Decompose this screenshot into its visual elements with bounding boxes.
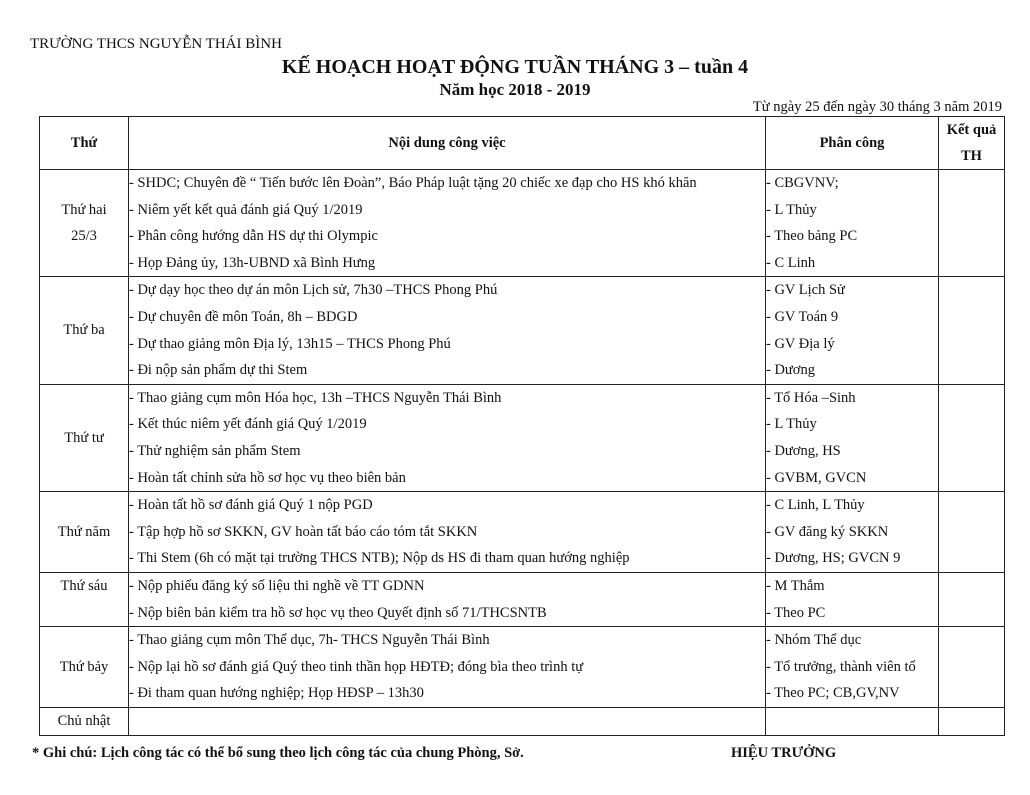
table-row bbox=[40, 277, 1005, 384]
date-range: Từ ngày 25 đến ngày 30 tháng 3 năm 2019 bbox=[752, 99, 1002, 115]
assignee: - M Thắm bbox=[766, 577, 825, 594]
result-cell bbox=[939, 492, 1005, 573]
document-title: KẾ HOẠCH HOẠT ĐỘNG TUẦN THÁNG 3 – tuần 4 bbox=[281, 56, 749, 78]
result-cell bbox=[939, 170, 1005, 277]
day-label: Thứ hai bbox=[61, 201, 107, 218]
result-cell bbox=[939, 384, 1005, 491]
assignee: - Tổ trưởng, thành viên tổ bbox=[766, 658, 916, 675]
assignee: - GV Lịch Sử bbox=[766, 282, 845, 299]
day-cell bbox=[40, 277, 129, 384]
result-cell bbox=[939, 627, 1005, 708]
assign-cell bbox=[766, 572, 939, 626]
result-cell bbox=[939, 277, 1005, 384]
assignee: - Tổ Hóa –Sinh bbox=[766, 389, 856, 406]
weekly-plan-table bbox=[39, 116, 1005, 736]
task-item: - Dự dạy học theo dự án môn Lịch sử, 7h30 –THCS Phong Phú bbox=[129, 282, 498, 299]
school-name: TRƯỜNG THCS NGUYỄN THÁI BÌNH bbox=[30, 36, 282, 52]
task-item: - Nộp biên bản kiểm tra hồ sơ học vụ theo Quyết định số 71/THCSNTB bbox=[129, 604, 547, 621]
day-label: Thứ ba bbox=[63, 322, 105, 339]
task-item: - Niêm yết kết quả đánh giá Quý 1/2019 bbox=[129, 201, 363, 218]
task-item: - Tập hợp hồ sơ SKKN, GV hoàn tất báo cáo tóm tắt SKKN bbox=[129, 523, 478, 540]
task-item: - Thi Stem (6h có mặt tại trường THCS NTB); Nộp ds HS đi tham quan hướng nghiệp bbox=[129, 550, 630, 567]
day-date: 25/3 bbox=[71, 228, 97, 245]
task-item: - Dự thao giảng môn Địa lý, 13h15 – THCS Phong Phú bbox=[129, 335, 451, 352]
day-cell bbox=[40, 384, 129, 491]
day-cell bbox=[40, 492, 129, 573]
signer-title: HIỆU TRƯỞNG bbox=[731, 745, 837, 761]
day-cell bbox=[40, 707, 129, 735]
assignee: - CBGVNV; bbox=[766, 175, 839, 191]
assign-cell bbox=[766, 277, 939, 384]
school-year: Năm học 2018 - 2019 bbox=[439, 80, 591, 99]
result-cell bbox=[939, 707, 1005, 735]
content-cell bbox=[129, 707, 766, 735]
assignee: - C Linh bbox=[766, 254, 816, 271]
task-item: - Họp Đảng ủy, 13h-UBND xã Bình Hưng bbox=[129, 254, 376, 271]
assign-cell bbox=[766, 170, 939, 277]
table-row bbox=[40, 572, 1005, 626]
header-result-line2: TH bbox=[961, 148, 982, 164]
assign-cell bbox=[766, 707, 939, 735]
header-assign: Phân công bbox=[766, 117, 939, 170]
task-item: - Đi tham quan hướng nghiệp; Họp HĐSP – 13h30 bbox=[129, 685, 424, 702]
footer-note: * Ghi chú: Lịch công tác có thể bổ sung theo lịch công tác của chung Phòng, Sở. bbox=[32, 745, 524, 761]
table-header-row bbox=[40, 117, 1005, 170]
day-label: Thứ năm bbox=[57, 523, 111, 540]
task-item: - Nộp phiếu đăng ký số liệu thi nghề về TT GDNN bbox=[129, 577, 425, 594]
table-row bbox=[40, 384, 1005, 491]
task-item: - Đi nộp sản phẩm dự thi Stem bbox=[129, 362, 308, 379]
content-cell bbox=[129, 492, 766, 573]
table-row bbox=[40, 707, 1005, 735]
assignee: - Theo bảng PC bbox=[766, 228, 858, 245]
header-result-line1: Kết quả bbox=[946, 122, 997, 138]
content-cell bbox=[129, 384, 766, 491]
content-cell bbox=[129, 277, 766, 384]
assignee: - Nhóm Thể dục bbox=[766, 632, 862, 649]
task-item: - Thao giảng cụm môn Hóa học, 13h –THCS Nguyễn Thái Bình bbox=[129, 389, 502, 406]
day-cell bbox=[40, 627, 129, 708]
header-day: Thứ bbox=[40, 117, 129, 170]
assignee: - Dương, HS; GVCN 9 bbox=[766, 550, 901, 567]
task-item: - Phân công hướng dẫn HS dự thi Olympic bbox=[129, 228, 378, 245]
assign-cell bbox=[766, 384, 939, 491]
assignee: - L Thủy bbox=[766, 416, 817, 433]
header-result bbox=[939, 117, 1005, 170]
table-row bbox=[40, 170, 1005, 277]
content-cell bbox=[129, 170, 766, 277]
assignee: - Dương bbox=[766, 362, 815, 379]
task-item: - Kết thúc niêm yết đánh giá Quý 1/2019 bbox=[129, 416, 367, 433]
content-cell bbox=[129, 572, 766, 626]
assignee: - Theo PC; CB,GV,NV bbox=[766, 685, 900, 702]
assign-cell bbox=[766, 627, 939, 708]
assignee: - GVBM, GVCN bbox=[766, 469, 867, 486]
task-item: - Thử nghiệm sản phẩm Stem bbox=[129, 442, 301, 459]
result-cell bbox=[939, 572, 1005, 626]
content-cell bbox=[129, 627, 766, 708]
assignee: - GV Địa lý bbox=[766, 335, 835, 352]
table-row bbox=[40, 492, 1005, 573]
assignee: - Dương, HS bbox=[766, 442, 841, 459]
assignee: - GV Toán 9 bbox=[766, 308, 839, 325]
task-item: - SHDC; Chuyên đề “ Tiến bước lên Đoàn”, Báo Pháp luật tặng 20 chiếc xe đạp cho HS khó khăn bbox=[129, 175, 697, 191]
task-item: - Hoàn tất chỉnh sửa hồ sơ học vụ theo biên bản bbox=[129, 469, 406, 486]
task-item: - Thao giảng cụm môn Thể dục, 7h- THCS Nguyễn Thái Bình bbox=[129, 632, 490, 649]
day-label: Thứ bảy bbox=[59, 658, 109, 675]
task-item: - Dự chuyên đề môn Toán, 8h – BDGD bbox=[129, 308, 358, 325]
assign-cell bbox=[766, 492, 939, 573]
header-content: Nội dung công việc bbox=[129, 117, 766, 170]
day-label: Chủ nhật bbox=[57, 713, 111, 730]
day-label: Thứ tư bbox=[64, 429, 104, 446]
task-item: - Nộp lại hồ sơ đánh giá Quý theo tinh thần họp HĐTĐ; đóng bìa theo trình tự bbox=[129, 658, 584, 675]
task-item: - Hoàn tất hồ sơ đánh giá Quý 1 nộp PGD bbox=[129, 497, 373, 514]
assignee: - C Linh, L Thủy bbox=[766, 497, 865, 514]
table-row bbox=[40, 627, 1005, 708]
day-cell bbox=[40, 572, 129, 626]
day-label: Thứ sáu bbox=[60, 577, 108, 594]
assignee: - L Thủy bbox=[766, 201, 817, 218]
assignee: - Theo PC bbox=[766, 604, 826, 621]
assignee: - GV đăng ký SKKN bbox=[766, 523, 889, 540]
day-cell bbox=[40, 170, 129, 277]
